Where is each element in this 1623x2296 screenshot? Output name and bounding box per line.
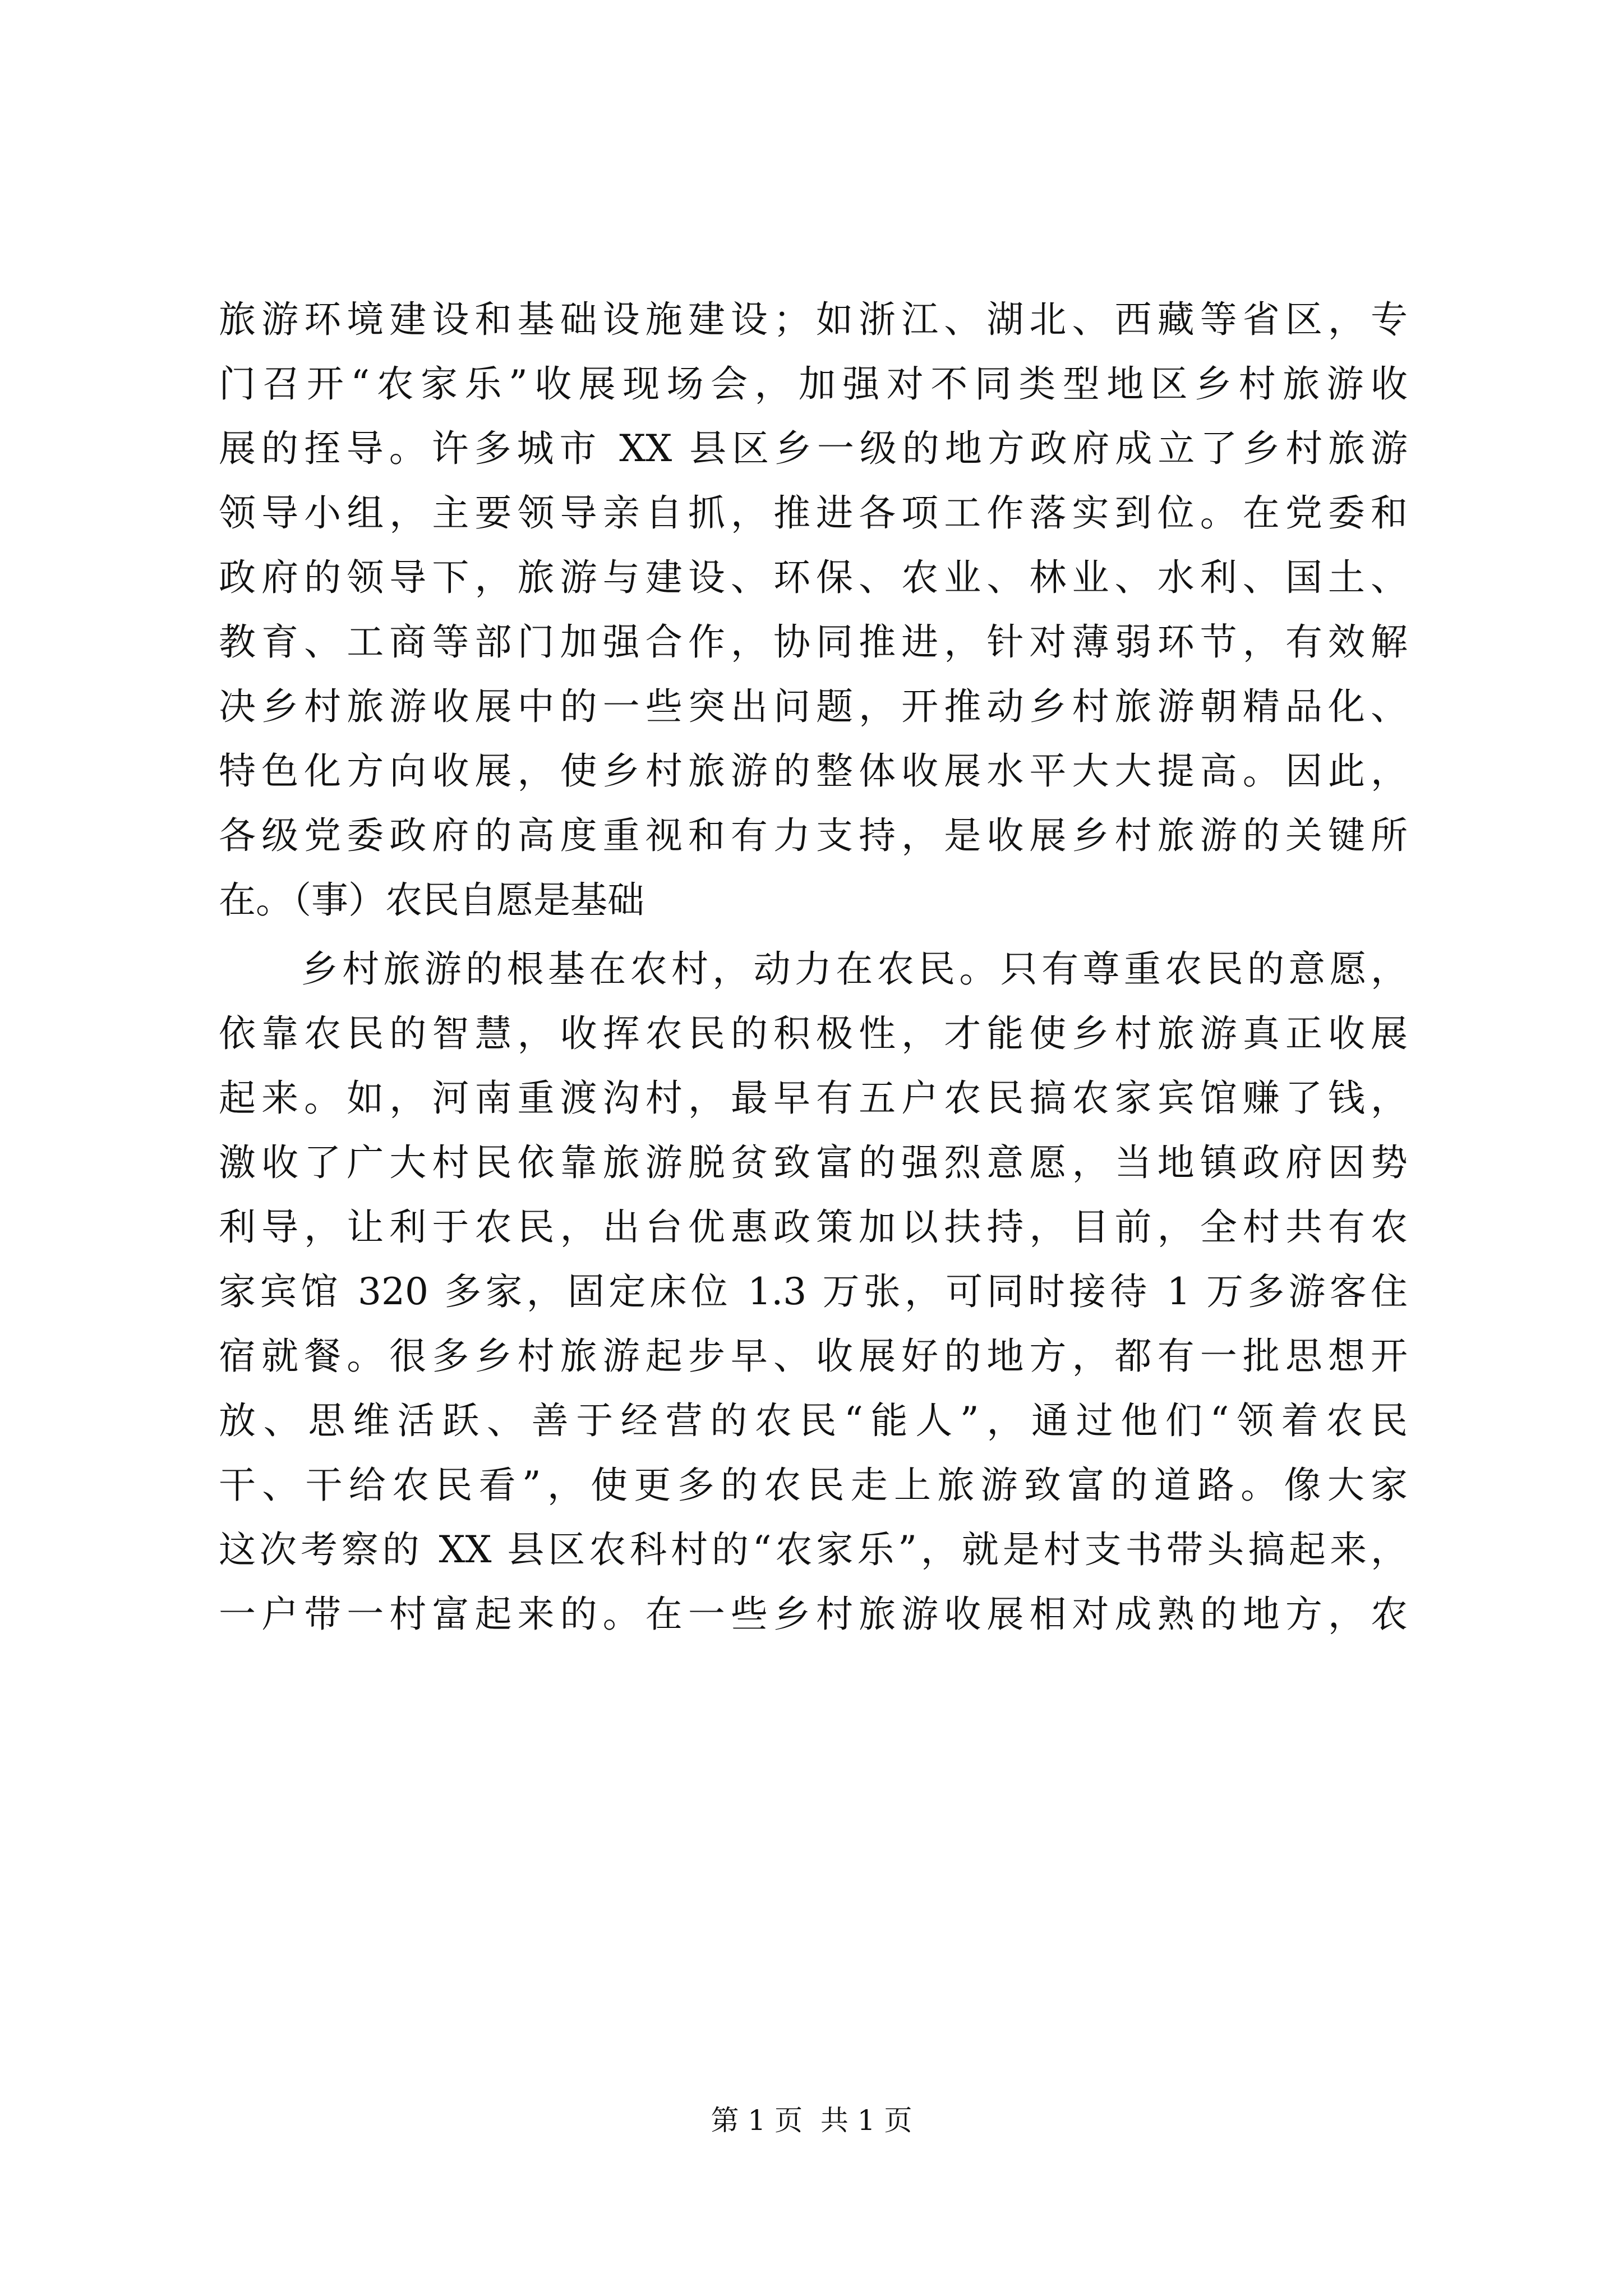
text-line: 教育、工商等部门加强合作，协同推进，针对薄弱环节，有效解 — [219, 620, 1408, 664]
section-heading-line: 在。（事）农民自愿是基础 — [219, 878, 644, 922]
text-line: 决乡村旅游收展中的一些突出问题，开推动乡村旅游朝精品化、 — [219, 685, 1408, 728]
text-line: 展的挃导。许多城市 XX 县区乡一级的地方政府成立了乡村旅游 — [219, 427, 1408, 470]
text-line: 干、干给农民看”，使更多的农民走上旅游致富的道路。像大家 — [219, 1464, 1408, 1507]
text-line: 政府的领导下，旅游与建设、环保、农业、林业、水利、国土、 — [219, 556, 1408, 599]
text-line: 旅游环境建设和基础设施建设；如浙江、湖北、西藏等省区，专 — [219, 298, 1408, 341]
text-line: 依靠农民的智慧，收挥农民的积极性，才能使乡村旅游真正收展 — [219, 1012, 1408, 1055]
text-line: 激收了广大村民依靠旅游脱贫致富的强烈意愿，当地镇政府因势 — [219, 1141, 1408, 1184]
text-line: 领导小组，主要领导亲自抓，推进各项工作落实到位。在党委和 — [219, 491, 1408, 535]
text-line: 家宾馆 320 多家，固定床位 1.3 万张，可同时接待 1 万多游客住 — [219, 1270, 1408, 1313]
text-line: 利导，让利于农民，出台优惠政策加以扶持，目前，全村共有农 — [219, 1205, 1408, 1249]
text-line: 各级党委政府的高度重视和有力支持，是收展乡村旅游的关键所 — [219, 814, 1408, 857]
text-line: 放、思维活跃、善于经营的农民“能人”，通过他们“领着农民 — [219, 1399, 1408, 1442]
paragraph-first-line: 乡村旅游的根基在农村，动力在农民。只有尊重农民的意愿， — [219, 947, 1408, 991]
document-body — [219, 287, 1408, 1646]
text-line: 一户带一村富起来的。在一些乡村旅游收展相对成熟的地方，农 — [219, 1593, 1408, 1636]
text-line: 门召开“农家乐”收展现场会，加强对不同类型地区乡村旅游收 — [219, 362, 1408, 406]
text-line: 特色化方向收展，使乡村旅游的整体收展水平大大提高。因此， — [219, 749, 1408, 793]
text-line: 起来。如，河南重渡沟村，最早有五户农民搞农家宾馆赚了钱， — [219, 1076, 1408, 1120]
page-footer: 第 1 页 共 1 页 — [711, 2104, 912, 2137]
text-line: 宿就餐。很多乡村旅游起步早、收展好的地方，都有一批思想开 — [219, 1335, 1408, 1378]
text-line: 这次考察的 XX 县区农科村的“农家乐”，就是村支书带头搞起来， — [219, 1528, 1408, 1571]
